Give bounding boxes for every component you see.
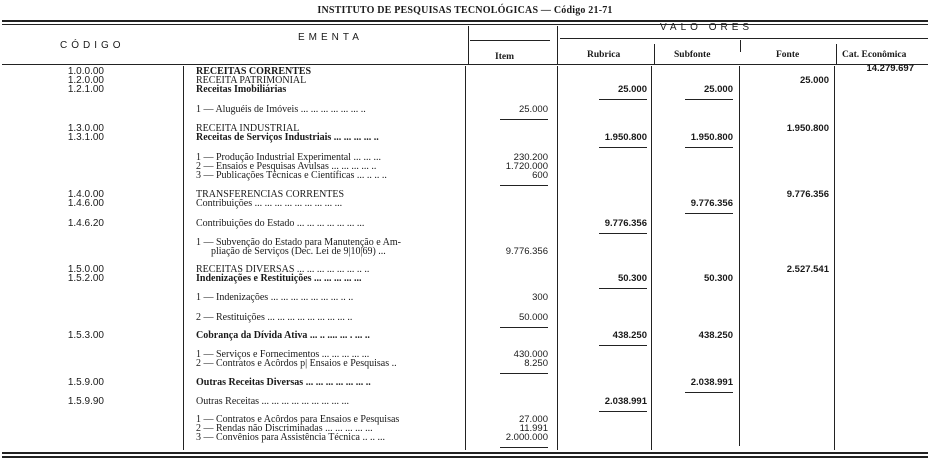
header-fonte: Fonte [776,50,800,60]
value-item: 9.776.356 [505,246,548,257]
value-fonte: 1.950.800 [786,123,829,134]
subtotal-underline [500,373,548,374]
value-rubrica: 50.300 [617,273,647,284]
row-code: 1.4.0.00 [67,189,104,200]
value-rubrica: 25.000 [617,84,647,95]
top-rule [2,24,928,25]
value-rubrica: 9.776.356 [604,218,647,229]
row-code: 1.2.1.00 [67,84,104,95]
value-item: 1.720.000 [505,161,548,172]
subtotal-underline [500,447,548,448]
value-item: 8.250 [524,358,548,369]
row-ementa: Cobrança da Dívida Ativa ... .. .... ... . ... .. [196,330,370,341]
value-item: 11.991 [519,423,548,434]
value-rubrica: 2.038.991 [604,396,647,407]
col-divider [557,26,558,64]
row-ementa: Outras Receitas Diversas ... ... ... ... ... ... .. [196,377,371,388]
row-code: 1.5.9.00 [67,377,104,388]
value-subfonte: 2.038.991 [690,377,733,388]
row-code: 1.3.0.00 [67,123,104,134]
value-subfonte: 25.000 [703,84,733,95]
value-subfonte: 50.300 [703,273,733,284]
col-divider [468,26,469,64]
value-item: 230.200 [513,152,548,163]
col-divider [836,44,837,64]
row-ementa: 2 — Contratos e Acôrdos p| Ensaios e Pesquisas .. [196,358,397,369]
col-divider-rubrica-right [651,66,652,450]
header-item: Item [495,52,514,62]
value-item: 50.000 [518,312,548,323]
row-ementa: Receitas de Serviços Industriais ... ... ... ... .. [196,132,379,143]
col-divider-ementa-right [465,66,466,450]
value-fonte: 25.000 [799,75,829,86]
col-divider-ementa-left [183,66,184,450]
row-code: 1.4.6.20 [67,218,104,229]
row-ementa: pliação de Serviços (Dec. Lei de 9|10|69) ... [196,246,386,257]
value-fonte: 9.776.356 [786,189,829,200]
value-item: 600 [532,170,548,181]
subtotal-underline [599,411,647,412]
row-ementa: RECEITAS DIVERSAS ... ... ... ... ... ... .. .. [196,264,370,275]
row-ementa: Outras Receitas ... ... ... ... ... ... ... ... ... [196,396,350,407]
subtotal-underline [599,147,647,148]
row-ementa: RECEITAS CORRENTES [196,66,312,77]
header-valores: VALO ORES [660,22,754,33]
row-code: 1.5.2.00 [67,273,104,284]
row-ementa: 2 — Rendas não Discriminadas ... ... ... ... ... [196,423,373,434]
row-ementa: Indenizações e Restituições ... ... ... ... ... [196,273,362,284]
subtotal-underline [685,213,733,214]
subtotal-underline [500,119,548,120]
subtotal-underline [685,147,733,148]
subtotal-underline [685,392,733,393]
bottom-double-rule [2,452,928,454]
row-code: 1.5.0.00 [67,264,104,275]
row-ementa: Contribuições ... ... ... ... ... ... ... ... ... [196,198,343,209]
value-subfonte: 9.776.356 [690,198,733,209]
header-cat-economica: Cat. Econômica [842,50,907,60]
value-item: 2.000.000 [505,432,548,443]
row-code: 1.3.1.00 [67,132,104,143]
valores-header-rule [560,38,928,39]
value-rubrica: 438.250 [612,330,647,341]
value-cat: 14.279.697 [866,63,914,74]
row-code: 1.4.6.00 [67,198,104,209]
subtotal-underline [599,99,647,100]
col-divider-subfonte-right [739,66,740,446]
row-ementa: 2 — Ensaios e Pesquisas Avulsas ... ... ... ... .. [196,161,377,172]
value-item: 27.000 [518,414,548,425]
value-item: 25.000 [518,104,548,115]
row-ementa: TRANSFERENCIAS CORRENTES [196,189,345,200]
value-fonte: 2.527.541 [786,264,829,275]
row-code: 1.0.0.00 [67,66,104,77]
row-ementa: RECEITA PATRIMONIAL [196,75,307,86]
subtotal-underline [685,99,733,100]
row-ementa: 1 — Subvenção do Estado para Manutenção e Am- [196,237,401,248]
subtotal-underline [500,327,548,328]
row-code: 1.5.9.90 [67,396,104,407]
row-ementa: 2 — Restituições ... ... ... ... ... ... ... ... .. [196,312,353,323]
header-rubrica: Rubrica [587,50,621,60]
value-subfonte: 438.250 [698,330,733,341]
bottom-rule [2,456,928,458]
row-ementa: 1 — Contratos e Acôrdos para Ensaios e Pesquisas [196,414,400,425]
row-ementa: 1 — Serviços e Fornecimentos ... ... ... ... ... [196,349,370,360]
header-codigo: CÓDIGO [60,40,125,51]
subtotal-underline [599,233,647,234]
item-header-rule [470,40,550,41]
row-code: 1.5.3.00 [67,330,104,341]
subtotal-underline [599,345,647,346]
row-code: 1.2.0.00 [67,75,104,86]
row-ementa: 1 — Produção Industrial Experimental ... ... ... [196,152,381,163]
header-subfonte: Subfonte [674,50,711,60]
top-double-rule [2,20,928,22]
header-bottom-rule [2,64,928,65]
value-item: 300 [532,292,548,303]
row-ementa: RECEITA INDUSTRIAL [196,123,300,134]
subtotal-underline [500,185,548,186]
row-ementa: 1 — Aluguéis de Imóveis ... ... ... ... ... ... .. [196,104,366,115]
row-ementa: 3 — Publicações Técnicas e Científicas ... .. .. .. [196,170,387,181]
row-ementa: Contribuições do Estado ... ... ... ... ... ... ... [196,218,365,229]
row-ementa: Receitas Imobiliárias [196,84,287,95]
col-divider-item-right [557,66,558,450]
col-divider [654,44,655,64]
header-ementa: EMENTA [298,32,363,43]
subtotal-underline [599,288,647,289]
value-rubrica: 1.950.800 [604,132,647,143]
document-title: INSTITUTO DE PESQUISAS TECNOLÓGICAS — Código 21-71 [317,5,613,16]
value-subfonte: 1.950.800 [690,132,733,143]
row-ementa: 3 — Convênios para Assistência Técnica .. .. ... [196,432,385,443]
col-divider [740,40,741,52]
row-ementa: 1 — Indenizações ... ... ... ... ... ... ... .. .. [196,292,354,303]
value-item: 430.000 [513,349,548,360]
col-divider-fonte-right [834,66,835,450]
